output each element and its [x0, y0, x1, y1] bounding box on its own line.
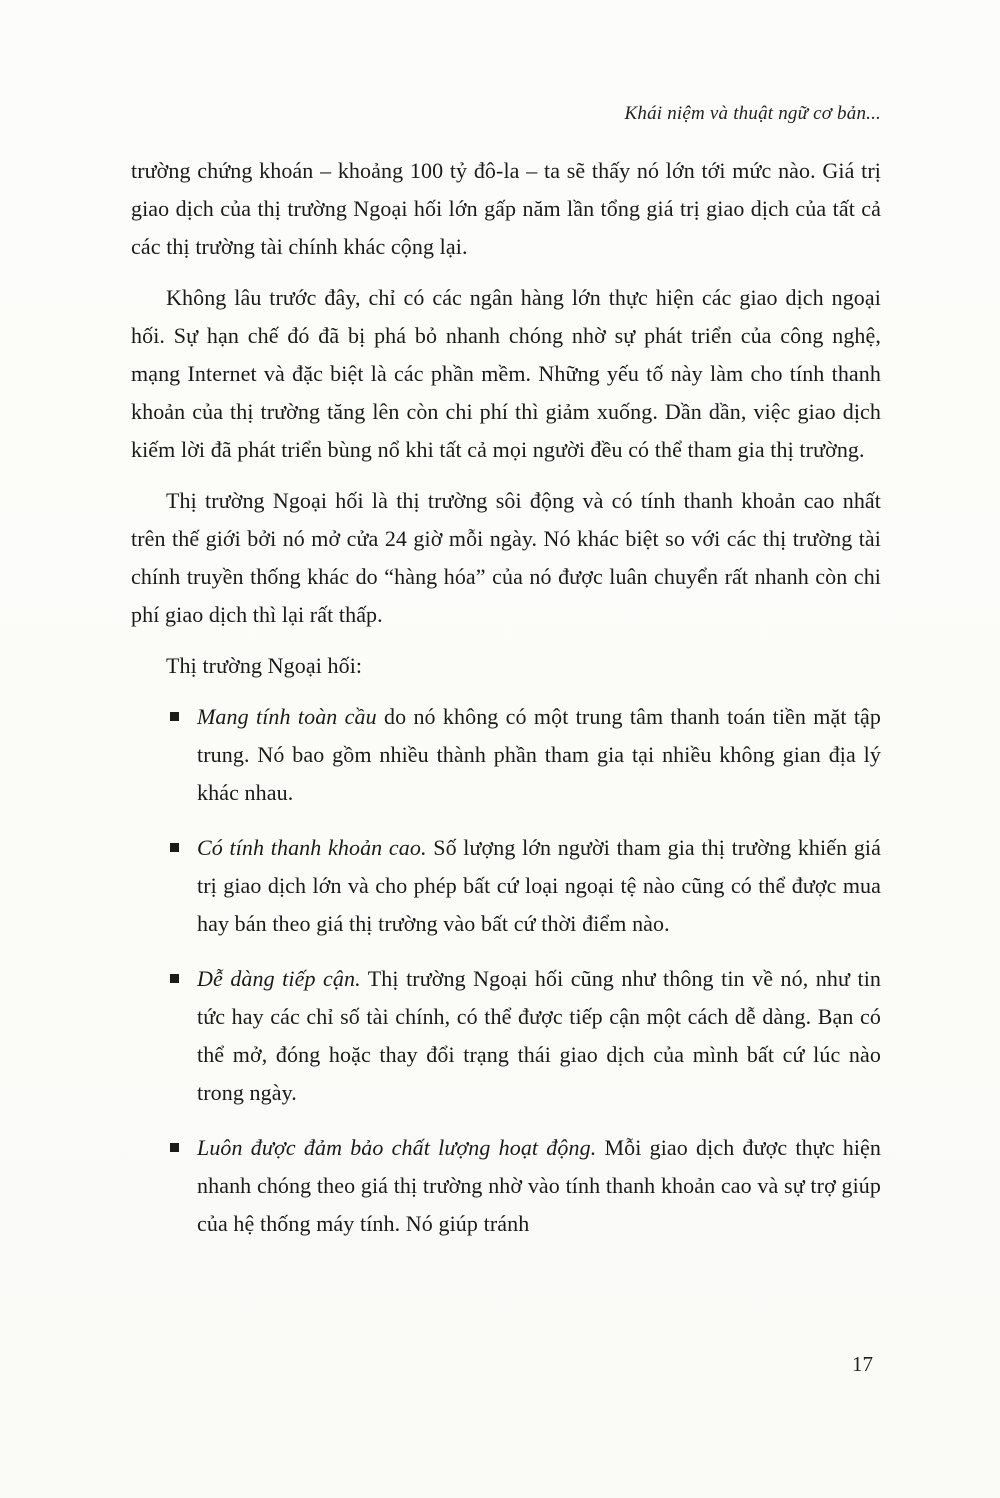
- list-item: [131, 1129, 881, 1243]
- paragraph-continuation: trường chứng khoán – khoảng 100 tỷ đô-la – ta sẽ thấy nó lớn tới mức nào. Giá trị giao dịch của thị trường Ngoại hối lớn gấp năm lần tổng giá trị giao dịch của tất cả các thị trường tài chính khác cộng lại.: [131, 158, 881, 259]
- bullet-icon: [170, 843, 179, 852]
- bullet-body: Thị trường Ngoại hối cũng như thông tin về nó, như tin tức hay các chỉ số tài chính, có thể được tiếp cận một cách dễ dàng. Bạn có thể mở, đóng hoặc thay đổi trạng thái giao dịch của mình bất cứ lúc nào trong ngày.: [197, 966, 882, 1105]
- bullet-icon: [170, 1143, 179, 1152]
- list-intro-line: Thị trường Ngoại hối:: [166, 653, 363, 678]
- bullet-lead: Mang tính toàn cầu: [197, 704, 377, 729]
- bullet-body: Số lượng lớn người tham gia thị trường khiến giá trị giao dịch lớn và cho phép bất cứ loại ngoại tệ nào cũng có thể được mua hay bán theo giá thị trường vào bất cứ thời điểm nào.: [197, 835, 882, 936]
- bullet-body: Mỗi giao dịch được thực hiện nhanh chóng theo giá thị trường nhờ vào tính thanh khoản cao và sự trợ giúp của hệ thống máy tính. Nó giúp tránh: [197, 1135, 882, 1236]
- bullet-icon: [170, 712, 179, 721]
- paragraph: Không lâu trước đây, chỉ có các ngân hàng lớn thực hiện các giao dịch ngoại hối. Sự hạn chế đó đã bị phá bỏ nhanh chóng nhờ sự phát triển của công nghệ, mạng Internet và đặc biệt là các phần mềm. Những yếu tố này làm cho tính thanh khoản của thị trường tăng lên còn chi phí thì giảm xuống. Dần dần, việc giao dịch kiếm lời đã phát triển bùng nổ khi tất cả mọi người đều có thể tham gia thị trường.: [131, 285, 881, 462]
- bullet-lead: Có tính thanh khoản cao.: [197, 835, 427, 860]
- running-header: Khái niệm và thuật ngữ cơ bản...: [624, 103, 881, 124]
- bullet-text: [197, 1135, 881, 1236]
- paragraph: Thị trường Ngoại hối là thị trường sôi động và có tính thanh khoản cao nhất trên thế giới bởi nó mở cửa 24 giờ mỗi ngày. Nó khác biệt so với các thị trường tài chính truyền thống khác do “hàng hóa” của nó được luân chuyển rất nhanh còn chi phí giao dịch thì lại rất thấp.: [131, 488, 881, 627]
- bullet-icon: [170, 974, 179, 983]
- page-content: [131, 152, 881, 1260]
- bullet-text: [197, 835, 881, 936]
- bullet-lead: Dễ dàng tiếp cận.: [197, 966, 361, 991]
- bullet-text: [197, 966, 881, 1105]
- bullet-text: [197, 704, 881, 805]
- bullet-body: do nó không có một trung tâm thanh toán tiền mặt tập trung. Nó bao gồm nhiều thành phần tham gia tại nhiều không gian địa lý khác nhau.: [197, 704, 881, 805]
- bullet-lead: Luôn được đảm bảo chất lượng hoạt động.: [197, 1135, 597, 1160]
- list-item: [131, 960, 881, 1112]
- page-number: 17: [852, 1352, 873, 1376]
- list-item: [131, 829, 881, 943]
- bullet-list: [131, 698, 881, 1243]
- list-item: [131, 698, 881, 812]
